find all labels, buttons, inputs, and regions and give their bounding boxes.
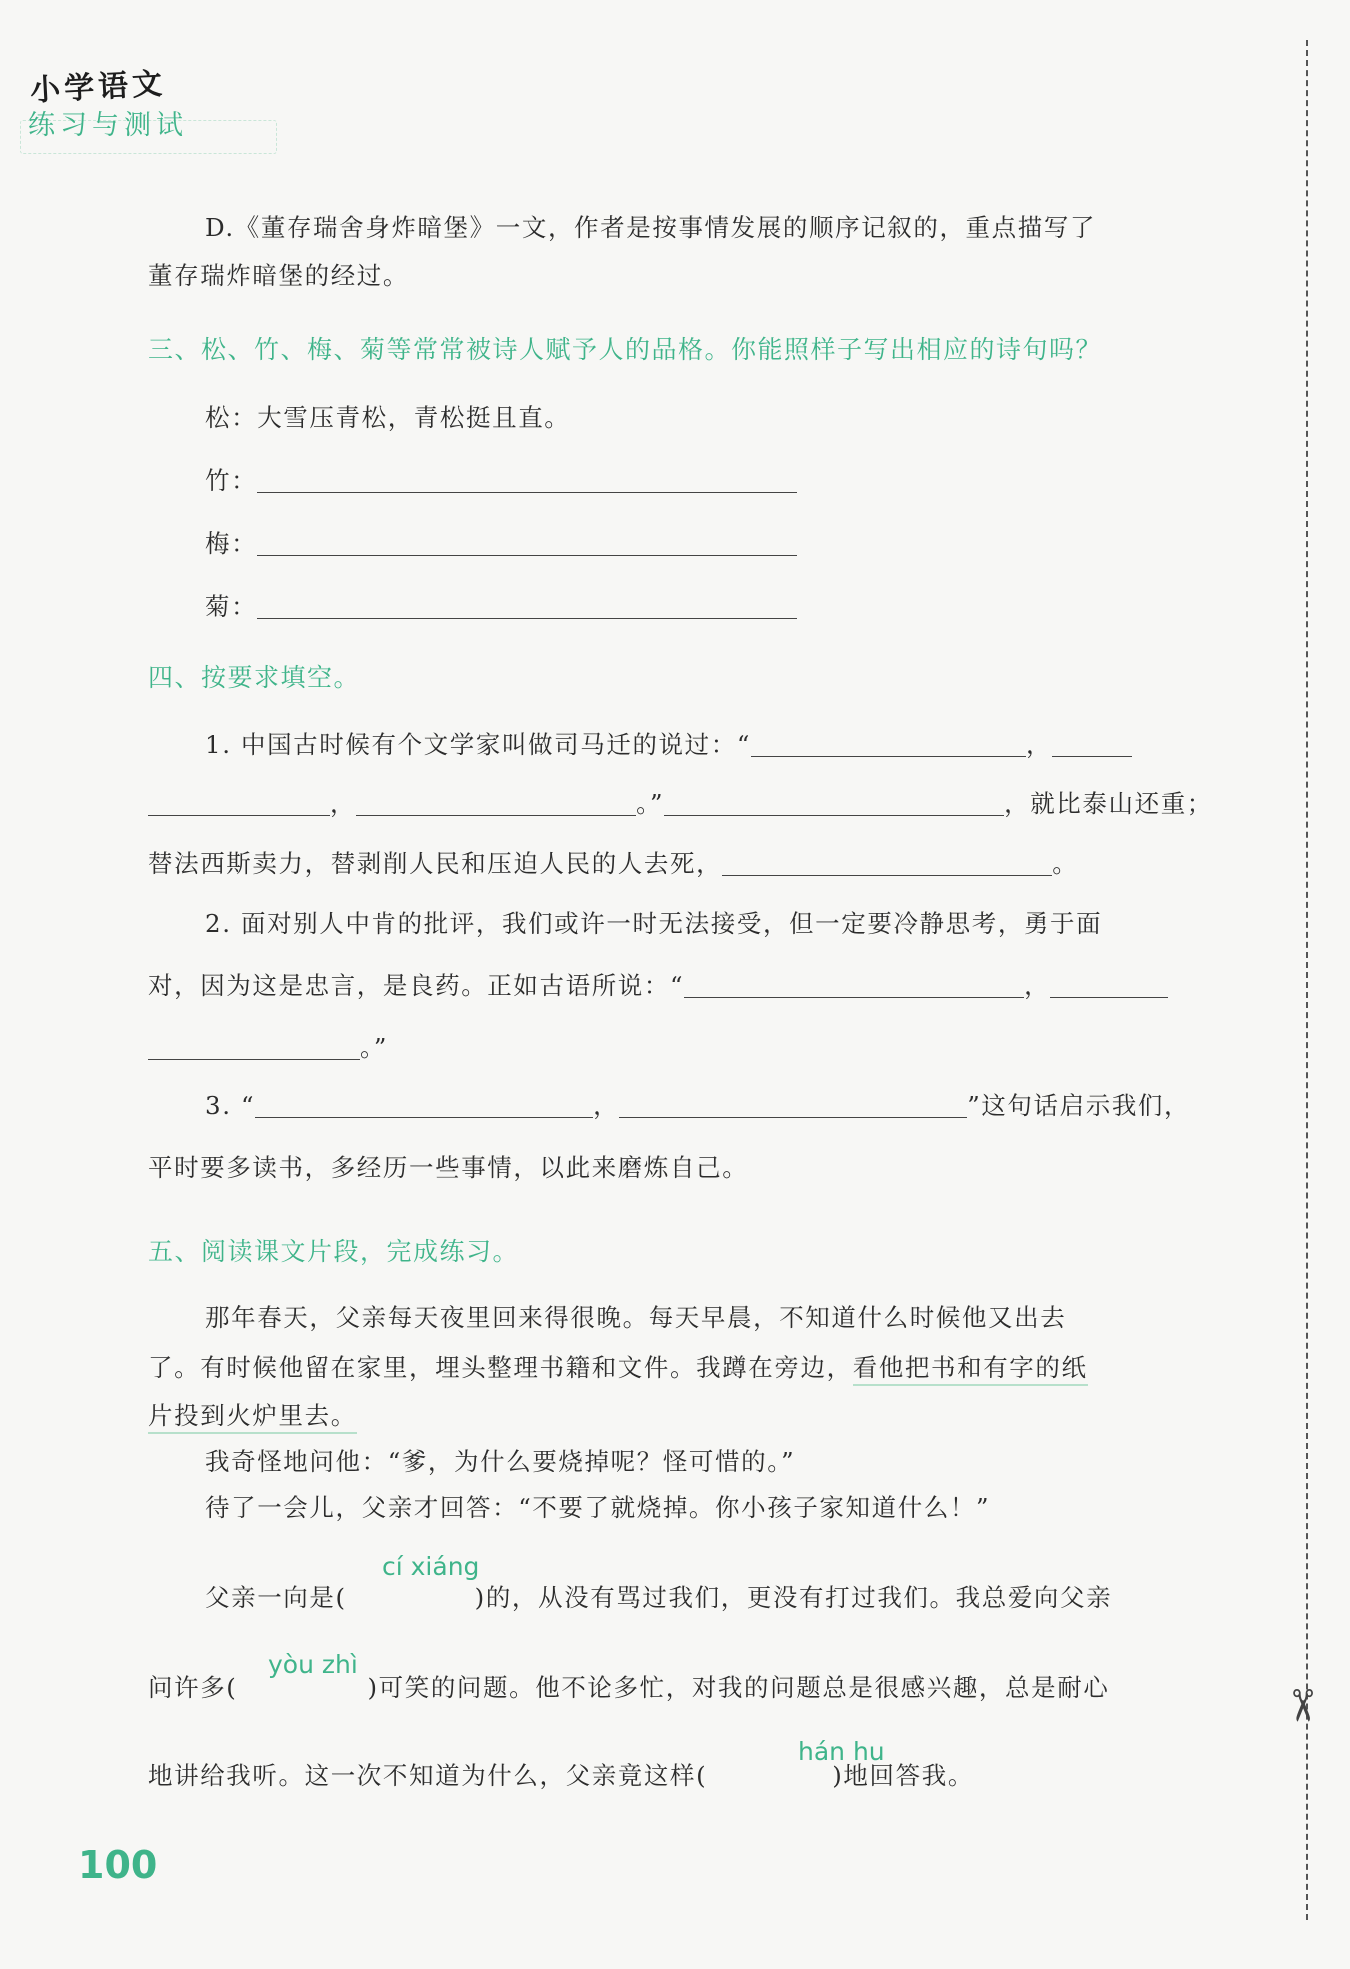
q1-blank-6[interactable] xyxy=(722,849,1052,876)
q1-line1 xyxy=(205,727,1132,763)
item-d-line1: D.《董存瑞舍身炸暗堡》一文，作者是按事情发展的顺序记叙的，重点描写了 xyxy=(205,213,1097,242)
para5-text-b: )可笑的问题。他不论多忙，对我的问题总是很感兴趣，总是耐心 xyxy=(367,1673,1110,1702)
para4 xyxy=(205,1580,1112,1616)
q2-blank-1[interactable] xyxy=(684,971,1024,998)
q2-line3 xyxy=(148,1030,388,1066)
q2-line2-text: 对，因为这是忠言，是良药。正如古语所说：“ xyxy=(148,971,685,1000)
q1-blank-2[interactable] xyxy=(1052,730,1132,757)
q1-text: 1. 中国古时候有个文学家叫做司马迁的说过：“ xyxy=(205,730,751,759)
para5-text-a: 问许多( xyxy=(148,1673,238,1702)
para1-underlined-2: 片投到火炉里去。 xyxy=(148,1401,357,1434)
series-title: 小学语文 xyxy=(29,66,168,109)
bamboo-label: 竹： xyxy=(205,466,258,495)
q3-blank-1[interactable] xyxy=(255,1091,593,1118)
section3-heading: 三、松、竹、梅、菊等常常被诗人赋予人的品格。你能照样子写出相应的诗句吗？ xyxy=(148,335,1103,364)
q3-line1 xyxy=(205,1088,1190,1124)
pinyin-ci-xiang: cí xiáng xyxy=(382,1552,480,1581)
q2-line1: 2. 面对别人中肯的批评，我们或许一时无法接受，但一定要冷静思考，勇于面 xyxy=(205,909,1103,938)
q1-line3-text: 替法西斯卖力，替剥削人民和压迫人民的人去死， xyxy=(148,849,723,878)
q1-blank-4[interactable] xyxy=(356,789,636,816)
para1-line3 xyxy=(148,1398,357,1434)
para4-text-b: )的，从没有骂过我们，更没有打过我们。我总爱向父亲 xyxy=(474,1583,1113,1612)
plum-row xyxy=(205,526,797,562)
q1-line2 xyxy=(148,786,1213,822)
section4-heading: 四、按要求填空。 xyxy=(148,663,361,692)
para1-underlined-1: 看他把书和有字的纸 xyxy=(853,1353,1088,1386)
pinyin-you-zhi: yòu zhì xyxy=(268,1650,358,1679)
q3-open: 3. “ xyxy=(205,1091,256,1120)
q1-blank-5[interactable] xyxy=(664,789,1004,816)
para6-text-a: 地讲给我听。这一次不知道为什么，父亲竟这样( xyxy=(148,1761,708,1790)
q2-close: 。” xyxy=(360,1033,388,1062)
q2-blank-2[interactable] xyxy=(1050,971,1168,998)
q1-comma-1: ， xyxy=(1026,730,1053,759)
para3: 待了一会儿，父亲才回答：“不要了就烧掉。你小孩子家知道什么！” xyxy=(205,1493,991,1522)
chrysanthemum-row xyxy=(205,589,797,625)
chrysanthemum-blank[interactable] xyxy=(257,592,797,619)
para1-line2 xyxy=(148,1350,1088,1386)
pinyin-han-hu: hán hu xyxy=(798,1737,885,1766)
q1-taishan: ，就比泰山还重； xyxy=(1004,789,1213,818)
item-d-line2: 董存瑞炸暗堡的经过。 xyxy=(148,261,409,290)
chrysanthemum-label: 菊： xyxy=(205,592,258,621)
bamboo-row xyxy=(205,463,797,499)
section5-heading: 五、阅读课文片段，完成练习。 xyxy=(148,1237,520,1266)
q2-line2 xyxy=(148,968,1168,1004)
cut-line xyxy=(1306,40,1308,1920)
para6-text-b: )地回答我。 xyxy=(832,1761,974,1790)
plum-blank[interactable] xyxy=(257,529,797,556)
q3-blank-2[interactable] xyxy=(619,1091,967,1118)
q1-blank-1[interactable] xyxy=(751,730,1026,757)
para4-text-a: 父亲一向是( xyxy=(205,1583,347,1612)
page-number: 100 xyxy=(78,1843,158,1887)
q3-line2: 平时要多读书，多经历一些事情，以此来磨炼自己。 xyxy=(148,1153,749,1182)
q3-rest: ”这句话启示我们， xyxy=(967,1091,1191,1120)
q3-comma: ， xyxy=(593,1091,620,1120)
para1-line1: 那年春天，父亲每天夜里回来得很晚。每天早晨，不知道什么时候他又出去 xyxy=(205,1303,1067,1332)
para1-line2-text: 了。有时候他留在家里，埋头整理书籍和文件。我蹲在旁边， xyxy=(148,1353,853,1382)
para5 xyxy=(148,1670,1109,1706)
bamboo-blank[interactable] xyxy=(257,466,797,493)
q2-blank-3[interactable] xyxy=(148,1033,360,1060)
q1-end: 。 xyxy=(1052,849,1079,878)
plum-label: 梅： xyxy=(205,529,258,558)
q1-comma-2: ， xyxy=(330,789,357,818)
scissors-icon: ✂ xyxy=(1275,1687,1327,1724)
q1-close: 。” xyxy=(636,789,665,818)
example-pine: 松：大雪压青松，青松挺且直。 xyxy=(205,403,571,432)
q2-comma: ， xyxy=(1024,971,1051,1000)
para2: 我奇怪地问他：“爹，为什么要烧掉呢？怪可惜的。” xyxy=(205,1447,796,1476)
series-subtitle: 练习与测试 xyxy=(28,110,188,141)
q1-blank-3[interactable] xyxy=(148,789,330,816)
para6 xyxy=(148,1758,974,1794)
q1-line3 xyxy=(148,846,1078,882)
